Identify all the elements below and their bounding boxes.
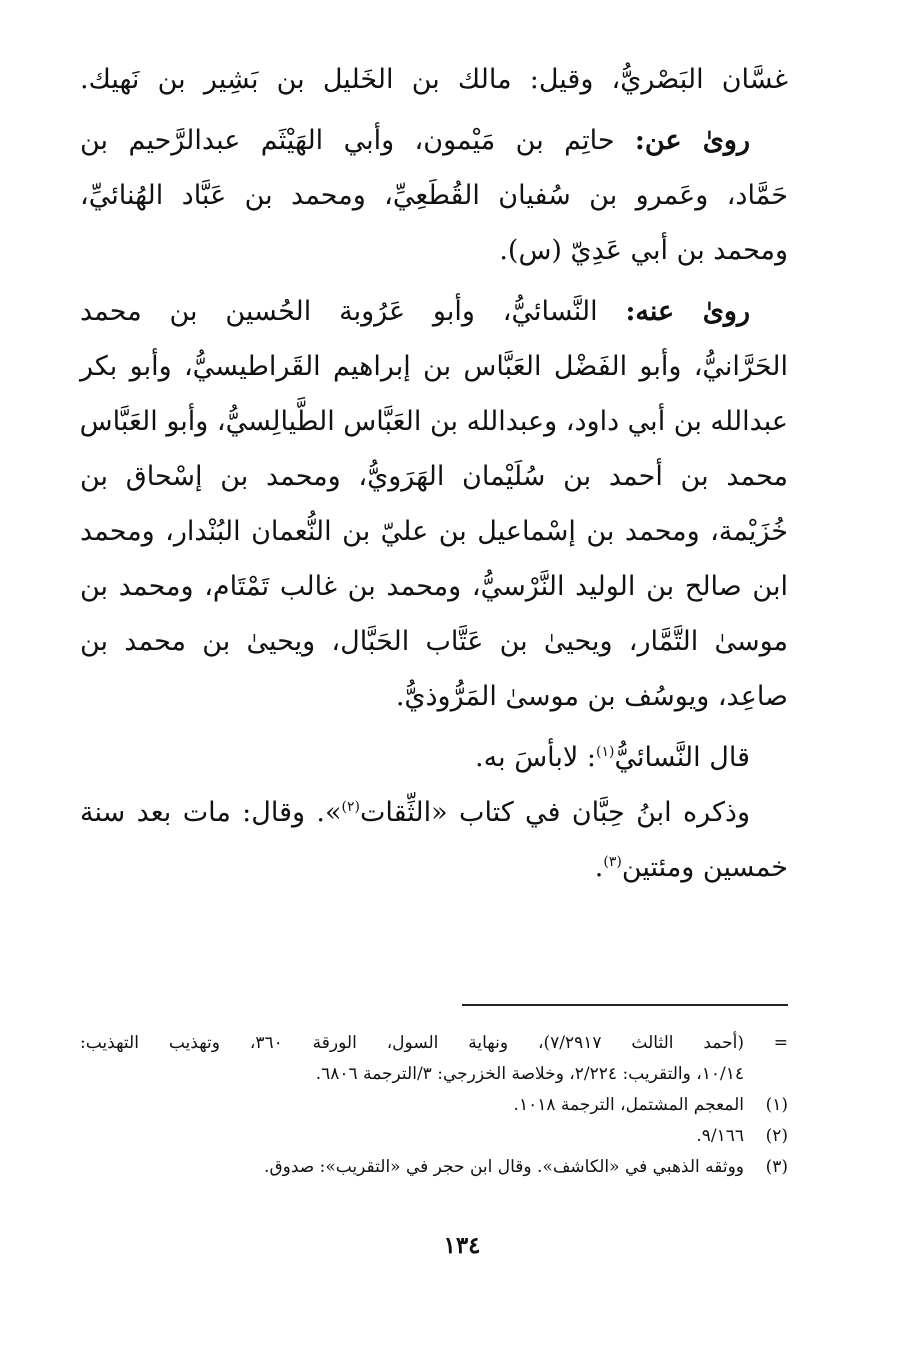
footnote-2-text: ٩/١٦٦.: [696, 1126, 744, 1146]
nasai-statement-end: : لابأسَ به.: [475, 742, 596, 773]
text-line-7: عبدالله بن أبي داود، وعبدالله بن العَبَّاس الطَّيالِسيُّ، وأبو العَبَّاس: [79, 406, 788, 437]
death-year-line: [80, 840, 788, 895]
text-line-3: حَمَّاد، وعَمرو بن سُفيان القُطَعِيِّ، ومحمد بن عَبَّاد الهُنائيِّ،: [80, 180, 788, 211]
footnote-3-text: ووثقه الذهبي في «الكاشف». وقال ابن حجر في «التقريب»: صدوق.: [264, 1157, 744, 1177]
text-line-12: صاعِد، ويوسُف بن موسىٰ المَرُّوذيُّ.: [395, 681, 788, 712]
narrated-by-heading: روىٰ عنه:: [625, 296, 750, 327]
page-number: ١٣٤: [443, 1232, 481, 1259]
footnote-2: [80, 1121, 788, 1152]
text-line-5: [80, 284, 788, 339]
footnote-divider: [462, 1004, 788, 1006]
footnotes: [80, 1028, 788, 1183]
text-line-9: خُزَيْمة، ومحمد بن إسْماعيل بن عليّ بن النُّعمان البُنْدار، ومحمد: [80, 516, 788, 547]
text-line-11: موسىٰ التَّمَّار، ويحيىٰ بن عَتَّاب الحَبَّال، ويحيىٰ بن محمد بن: [80, 626, 788, 657]
text-line-2: [80, 113, 788, 168]
footnote-ref-1: (١): [595, 744, 615, 760]
text-line-2-body: حاتِم بن مَيْمون، وأبي الهَيْثَم عبدالرَّحيم بن: [80, 125, 615, 156]
death-year-end: .: [594, 852, 604, 883]
footnote-1-number: (١): [765, 1095, 788, 1115]
footnote-ref-2: (٢): [341, 799, 360, 815]
text-line-6: الحَرَّانيُّ، وأبو الفَضْل العَبَّاس بن إبراهيم القَراطيسيُّ، وأبو بكر: [80, 351, 788, 382]
footnote-continuation-line-1: [80, 1028, 788, 1059]
continuation-text-1: (أحمد الثالث ٧/٢٩١٧)، ونهاية السول، الورقة ٣٦٠، وتهذيب التهذيب:: [80, 1033, 744, 1053]
death-year-text: خمسين ومئتين: [621, 852, 788, 883]
footnote-1: [80, 1090, 788, 1121]
ibn-hibban-end: ». وقال: مات بعد سنة: [80, 797, 342, 828]
footnote-2-number: (٢): [765, 1126, 788, 1146]
text-line-1: غسَّان البَصْريُّ، وقيل: مالك بن الخَليل بن بَشِير بن نَهيك.: [80, 64, 788, 95]
footnote-continuation-line-2: ١٠/١٤، والتقريب: ٢/٢٢٤، وخلاصة الخزرجي: ٣/الترجمة ٦٨٠٦.: [315, 1064, 744, 1084]
text-line-4: ومحمد بن أبي عَدِيّ (س).: [499, 235, 788, 266]
narrated-from-heading: روىٰ عن:: [634, 125, 750, 156]
text-line-5-body: النَّسائيُّ، وأبو عَرُوبة الحُسين بن محمد: [80, 296, 598, 327]
footnote-3: [80, 1152, 788, 1183]
footnote-1-text: المعجم المشتمل، الترجمة ١٠١٨.: [513, 1095, 744, 1115]
nasai-statement: [80, 730, 788, 785]
nasai-statement-text: قال النَّسائيُّ: [614, 742, 750, 773]
text-line-8: محمد بن أحمد بن سُلَيْمان الهَرَويُّ، ومحمد بن إسْحاق بن: [80, 461, 788, 492]
footnote-3-number: (٣): [765, 1157, 788, 1177]
footnote-ref-3: (٣): [603, 854, 622, 870]
continuation-mark: =: [773, 1033, 788, 1053]
ibn-hibban-statement: [80, 785, 788, 840]
text-line-10: ابن صالح بن الوليد النَّرْسيُّ، ومحمد بن غالب تَمْتَام، ومحمد بن: [80, 571, 788, 602]
ibn-hibban-text: وذكره ابنُ حِبَّان في كتاب «الثِّقات: [359, 797, 750, 828]
main-text: [80, 52, 788, 895]
